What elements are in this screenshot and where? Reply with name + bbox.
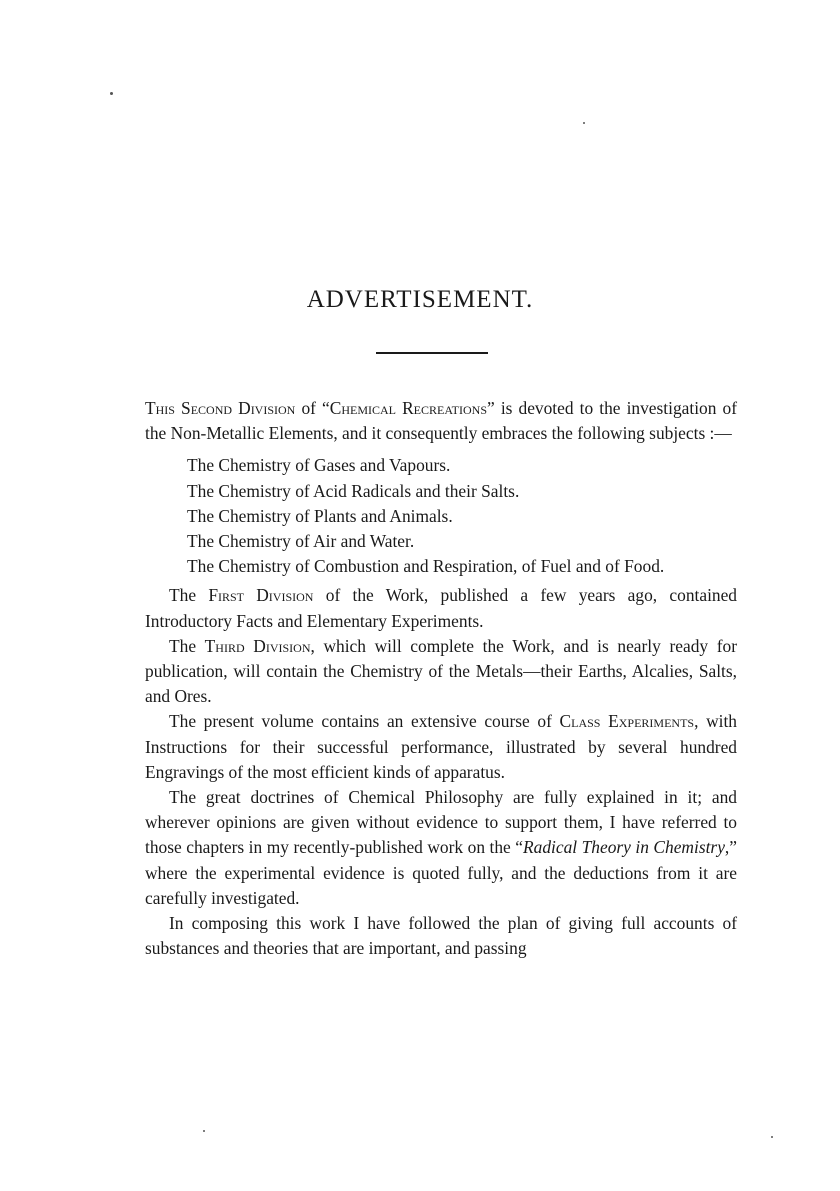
scan-speck <box>203 1130 205 1132</box>
paragraph-first-division <box>145 583 737 633</box>
italic-title: Radical Theory in Chemistry <box>523 837 725 858</box>
page-title: ADVERTISEMENT. <box>306 286 534 313</box>
list-item: The Chemistry of Gases and Vapours. <box>187 455 451 476</box>
title-rule <box>376 352 488 354</box>
paragraph-present-volume <box>145 709 737 785</box>
small-caps-text: Third Division <box>204 635 311 656</box>
small-caps-text: First Division <box>208 585 314 606</box>
paragraph-text: , with Instructions for their successful performance, illustrated by several hundred Engravings of the most efficient kinds of apparatus. <box>145 711 737 782</box>
paragraph-text: The great doctrines of Chemical Philosophy are fully explained in it; and wherever opinions are given without evidence to support them, I have referred to those chapters in my recently-published work on the “ <box>145 787 737 858</box>
paragraph-third-division <box>145 634 737 710</box>
advertisement-body <box>145 396 737 961</box>
small-caps-text: Class Experiments <box>559 711 695 732</box>
paragraph-text: The <box>169 585 209 606</box>
scan-speck <box>583 122 585 124</box>
subjects-list <box>145 453 737 579</box>
paragraph-composing: In composing this work I have followed the plan of giving full accounts of substances and theories that are important, and passing <box>145 913 737 959</box>
paragraph-text: The <box>169 635 205 656</box>
paragraph-text: ” is devoted to the investigation of the Non-Metallic Elements, and it consequently embraces the following subjects :— <box>145 398 737 444</box>
list-item: The Chemistry of Acid Radicals and their Salts. <box>187 480 520 501</box>
paragraph-text: of “ <box>295 398 330 418</box>
paragraph-text: ,” where the experimental evidence is quoted fully, and the deductions from it are carefully investigated. <box>145 837 737 908</box>
paragraph-text: , which will complete the Work, and is nearly ready for publication, will contain the Chemistry of the Metals—their Earths, Alcalies, Salts, and Ores. <box>145 635 737 707</box>
scan-speck <box>771 1136 773 1138</box>
scan-speck <box>110 92 113 95</box>
list-item: The Chemistry of Air and Water. <box>187 531 415 552</box>
list-item: The Chemistry of Combustion and Respiration, of Fuel and of Food. <box>187 556 665 577</box>
paragraph-text: of the Work, published a few years ago, contained Introductory Facts and Elementary Experiments. <box>145 585 738 631</box>
small-caps-text: Chemical Recreations <box>329 398 488 418</box>
paragraph-text: The present volume contains an extensive course of <box>169 711 560 732</box>
paragraph-intro <box>145 396 737 446</box>
list-item: The Chemistry of Plants and Animals. <box>187 505 453 526</box>
paragraph-doctrines <box>145 785 737 911</box>
small-caps-text: This Second Division <box>145 398 296 418</box>
